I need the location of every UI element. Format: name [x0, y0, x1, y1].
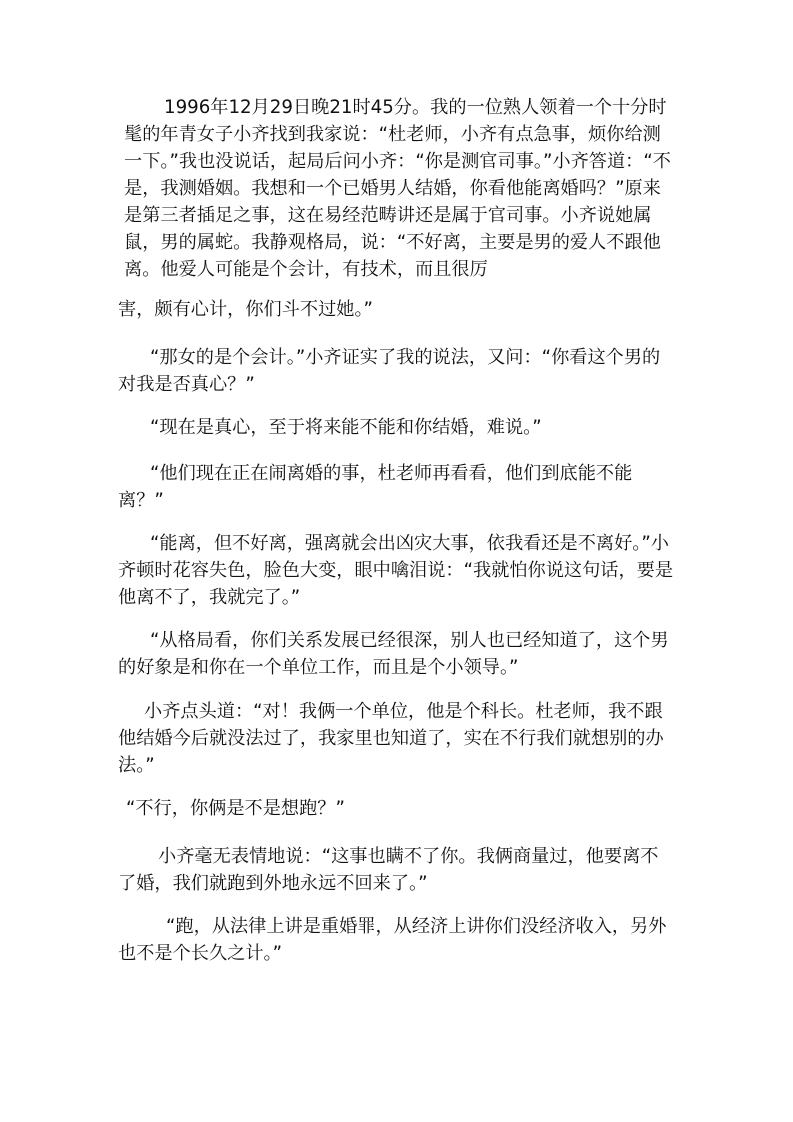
paragraph-9: 小齐毫无表情地说：“这事也瞒不了你。我俩商量过，他要离不了婚，我们就跑到外地永远不回来了。”	[118, 846, 659, 894]
paragraph-4: “他们现在正在闹离婚的事，杜老师再看看，他们到底能不能离？”	[118, 463, 633, 511]
paragraph-1-continuation: 害，颇有心计，你们斗不过她。”	[118, 299, 373, 320]
paragraph-3: “现在是真心，至于将来能不能和你结婚，难说。”	[150, 417, 542, 438]
paragraph-7: 小齐点头道：“对！我俩一个单位，他是个科长。杜老师，我不跟他结婚今后就没法过了，我家里也知道了，实在不行我们就想别的办法。”	[118, 701, 664, 776]
paragraph-8: “不行，你俩是不是想跑？”	[126, 798, 345, 819]
paragraph-5: “能离，但不好离，强离就会出凶灾大事，依我看还是不离好。”小齐顿时花容失色，脸色大变，眼中噙泪说：“我就怕你说这句话，要是他离不了，我就完了。”	[118, 533, 674, 608]
paragraph-2: “那女的是个会计。”小齐证实了我的说法，又问：“你看这个男的对我是否真心？”	[118, 347, 661, 395]
paragraph-10: “跑，从法律上讲是重婚罪，从经济上讲你们没经济收入，另外也不是个长久之计。”	[118, 916, 667, 964]
paragraph-6: “从格局看，你们关系发展已经很深，别人也已经知道了，这个男的好象是和你在一个单位工作，而且是个小领导。”	[118, 630, 669, 678]
paragraph-1: 1996年12月29日晚21时45分。我的一位熟人领着一个十分时髦的年青女子小齐找到我家说：“杜老师，小齐有点急事，烦你给测一下。”我也没说话，起局后问小齐：“你是测官司事。”小齐答道：“不是，我测婚姻。我想和一个已婚男人结婚，你看他能离婚吗？”原来是第三者插足之事，这在易经范畴讲还是属于官司事。小齐说她属鼠，男的属蛇。我静观格局，说：“不好离，主要是男的爱人不跟他离。他爱人可能是个会计，有技术，而且很厉	[124, 97, 671, 280]
